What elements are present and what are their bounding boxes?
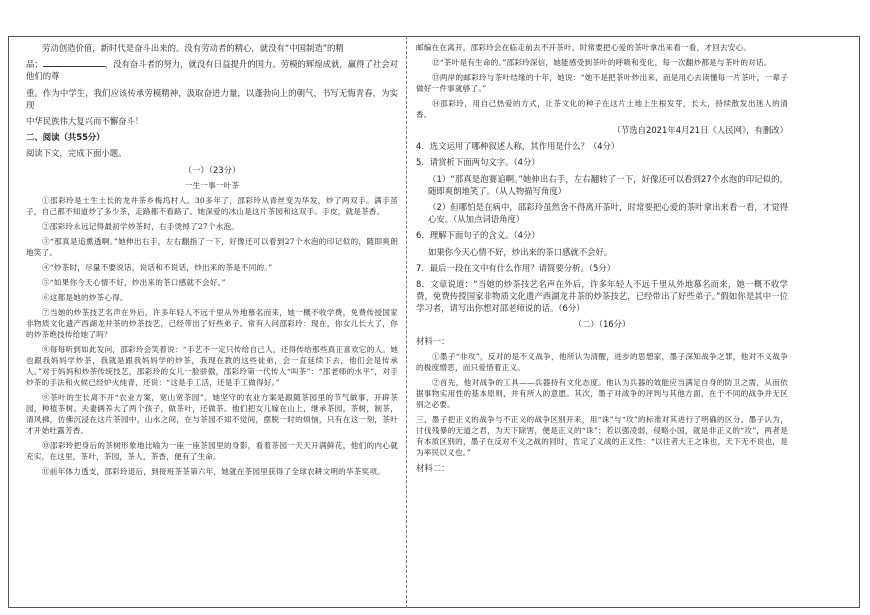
part-two-heading: （二）（16分） bbox=[573, 319, 631, 330]
intro-paragraph-2 bbox=[26, 58, 398, 82]
left-column bbox=[26, 42, 398, 481]
essay-paragraph-14: ⑭邵彩玲，用自己热爱的方式，让茶文化的种子在这片土地上生根发芽，长大，持续散发出迷人的清香。 bbox=[416, 99, 788, 119]
essay-paragraph-5: ⑤“如果你今天心情不好，炒出来的茶口感就不会好。” bbox=[42, 277, 226, 287]
essay-paragraph-10: ⑩邵彩玲把身后的茶树形象地比喻为一座一座茶园里的身影，看着茶园一天天开满鲜花，他们的内心就充实，在这里，茶叶，茶园，茶人，茶香，便有了生命。 bbox=[26, 440, 398, 461]
essay-paragraph-2: ②邵彩玲永远记得最初学炒茶时，右手烫掉了27个水泡。 bbox=[42, 221, 240, 231]
essay-paragraph-3: ③“那真是追熏透啊。”她伸出右手，左右翻指了一下，好像还可以看到27个水泡的印记似的，随即爽朗地笑了。 bbox=[26, 236, 398, 257]
reading-instruction: 阅读下文，完成下面小题。 bbox=[26, 148, 127, 159]
question-5: 5．请赏析下面两句文字。（4分） bbox=[416, 157, 540, 168]
intro-paragraph-2-text: ，没有奋斗者的努力，就没有日益提升的国力。劳模的辉煌成就，赢得了社会对他们的尊 bbox=[26, 59, 399, 82]
essay-title: 一生一事一叶茶 bbox=[184, 180, 240, 190]
intro-paragraph-1: 劳动创造价值，新时代是奋斗出来的。没有劳动者的精心，就没有“中国制造”的精 bbox=[42, 43, 344, 53]
essay-paragraph-9: ⑨茶叶的生长离不开“农业方案，宽山宽茶园”。她坚守的农业方案是跟随茶园里的节气做事，开辟茶园，种植茶树。夫妻俩养大了两个孩子，做茶叶，还做茶。他们把女儿嫁在山上，继承茶园，茶树，制茶，清风拂，仿佛沉浸在这片茶园中，山水之间，在与茶园不知不觉间，摆脱一时的烦恼，只有在这一刻，茶叶才开始吐露芳香。 bbox=[26, 392, 398, 435]
answer-blank[interactable] bbox=[43, 58, 105, 67]
question-6-sentence: 如果你今天心情不好，炒出来的茶口感就不会好。 bbox=[428, 246, 613, 257]
essay-paragraph-13: ⑬两岸的邮彩玲与茶叶结缘的十年，她说：“她不是把茶叶炒出来，而是用心去读懂每一片茶叶，一辈子做好一件事就够了。” bbox=[416, 73, 788, 93]
essay-paragraph-11-continued: 邮编在在离开，邵彩玲会在临走前去不开茶叶，时常要把心爱的茶叶拿出来看一看，才回去安心。 bbox=[416, 43, 752, 52]
question-5-part-2: （2）但哪怕是在病中，邵彩玲虽然舍不得离开茶叶，时常要把心爱的茶叶拿出来看一看，才觉得心安。（从加点词语角度） bbox=[428, 201, 788, 225]
question-5-part-1: （1）“那真是泡赛追啊。”她伸出右手，左右翻转了一下，好像还可以看到27个水泡的印记似的，随即爽朗地笑了。（从人物描写角度） bbox=[428, 173, 788, 196]
essay-paragraph-11: ⑪前年体力透支，邵彩玲退后，到接班茶茶第六年，她就在茶园里获得了全球农耕文明的华茶奖项。 bbox=[42, 466, 385, 476]
question-6: 6．理解下面句子的含义。（4分） bbox=[416, 230, 540, 241]
essay-paragraph-12: ⑫“茶叶是有生命的。”邵彩玲深信，她能感受到茶叶的呼吸和变化，每一次翻炒都是与茶叶的对话。 bbox=[432, 58, 772, 67]
intro-paragraph-2-prefix: 品； bbox=[26, 59, 43, 70]
material-one-paragraph-2: ②首先，他对战争的工具——兵器持有文化态度。他认为兵器的效能应当满足自身的防卫之需，从而依据事物实用性的基本原则，并有所人的意愿。其次，墨子对战争的评判与其他方面，在于不同的战争并无区别之必要。 bbox=[416, 377, 788, 409]
section-two-heading: 二、阅读（共55分） bbox=[26, 132, 105, 143]
intro-paragraph-3: 重。作为中学生，我们应该传承劳模精神，汲取奋进力量，以蓬勃向上的朝气，书写无悔青春，为实现 bbox=[26, 87, 398, 110]
intro-paragraph-4: 中华民族伟大复兴而不懈奋斗！ bbox=[26, 115, 144, 126]
essay-paragraph-8: ⑧每每听到如此发问，邵彩玲会笑着说：“手艺不一定只传给自己人，还得传给那些真正喜欢它的人。她也跟我妈妈学炒茶，我就是跟我妈妈学的炒茶，我现在教的这些徒弟，会一直延续下去，他们会是传承人。”对于妈妈和炒茶传统技艺，邵彩玲的女儿一脸骄傲，邵彩玲第一代传人“叫茶”：“邵老师的水平”，对手炒茶的手法和火候已经炉火纯青，还说：“这是手工活，还是手工做得好。” bbox=[26, 344, 398, 387]
material-two-label: 材料二： bbox=[416, 462, 450, 473]
essay-paragraph-1: ①邵彩玲是土生土长的龙井茶乡梅坞村人。30多年了，邵彩玲从青丝变为华发，炒了两双手。满手茧子，自己都不知道炒了多少茶，走路都不看路了。她深爱的冰山是这片茶园和这双手。手皮，就是茶香。 bbox=[26, 195, 398, 216]
material-one-paragraph-1: ①墨子“非攻”，反对的是不义战争，他所认为清醒，进步的思想家，墨子深知战争之罪，他对不义战争的极度憎恶，而只爱惜着正义。 bbox=[416, 351, 788, 372]
essay-paragraph-6: ⑥这都是她的炒茶心得。 bbox=[42, 292, 128, 302]
right-column bbox=[416, 42, 788, 478]
essay-source: （节选自2021年4月21日《人民网》，有删改） bbox=[612, 125, 788, 135]
question-8: 8．文章说道：“当她的炒茶技艺名声在外后，许多年轻人不远千里从外地慕名而来，她一概不收学费，免费传授国家非物质文化遗产西湖龙井茶的炒茶技艺，已经带出了好些弟子。”假如你是其中一位学习者，请写出你想对邵老师说的话。（6分） bbox=[416, 278, 788, 314]
material-one-label: 材料一： bbox=[416, 335, 450, 346]
column-divider bbox=[406, 36, 407, 608]
part-one-heading: （一）（23分） bbox=[183, 164, 241, 175]
material-one-paragraph-3: 三、墨子把正义的战争与不正义的战争区别开来，用“诛”与“攻”的标准对其进行了明确的区分。墨子认为，讨伐残暴的无道之君，为天下除害，便是正义的“诛”；若以强凌弱，侵略小国，就是非正义的“攻”，两者是有本质区别的，墨子在反对不义之战的同时，肯定了义战的正义性：“以往者大王之诛也，天下无不说也，是为率民以义也。” bbox=[416, 414, 788, 457]
question-4: 4．选文运用了哪种叙述人称，其作用是什么？（4分） bbox=[416, 141, 620, 152]
question-7: 7．最后一段在文中有什么作用？请简要分析。（5分） bbox=[416, 262, 616, 273]
essay-paragraph-4: ④“炒茶时，尽量不要说话，说话和不说话，炒出来的茶是不同的。” bbox=[42, 262, 273, 272]
essay-paragraph-7: ⑦当她的炒茶技艺名声在外后，许多年轻人不远千里从外地慕名而来，她一概不收学费，免费传授国家非物质文化遗产西湖龙井茶的炒茶技艺，已经带出了好些弟子。常有人问邵彩玲：现在，你女儿长大了，你的炒茶绝技传给她了吗？ bbox=[26, 307, 398, 339]
